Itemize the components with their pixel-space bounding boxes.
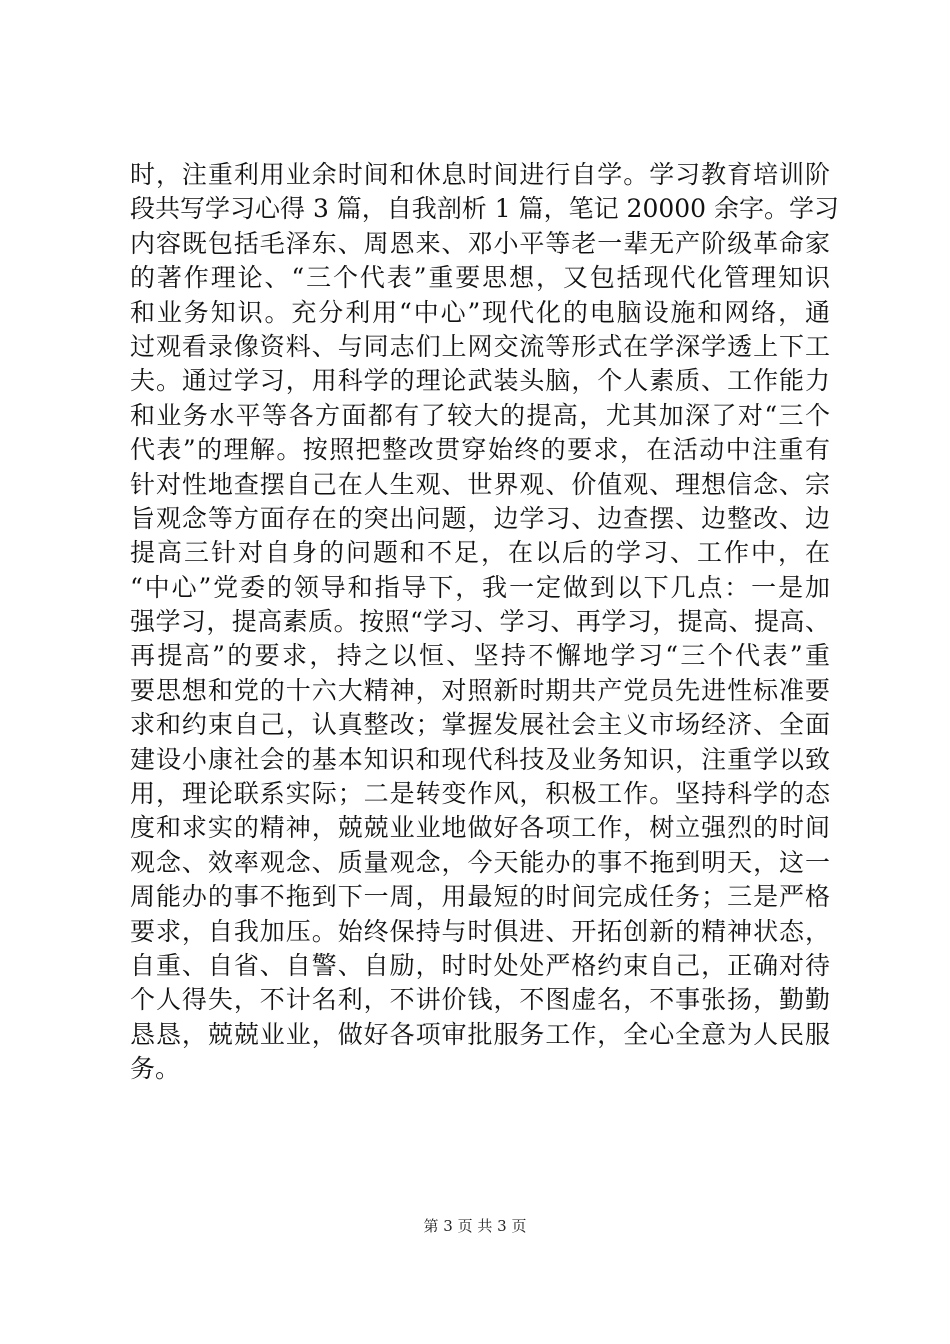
text-line: 的著作理论、“三个代表”重要思想，又包括现代化管理知识: [130, 263, 830, 293]
text-line: 度和求实的精神，兢兢业业地做好各项工作，树立强烈的时间: [130, 813, 830, 843]
text-line: 内容既包括毛泽东、周恩来、邓小平等老一辈无产阶级革命家: [130, 228, 830, 258]
text-line: 旨观念等方面存在的突出问题，边学习、边查摆、边整改、边: [130, 503, 830, 533]
text-line: 自重、自省、自警、自励，时时处处严格约束自己，正确对待: [130, 950, 830, 980]
text-line: 强学习，提高素质。按照“学习、学习、再学习，提高、提高、: [130, 607, 830, 637]
text-line: 建设小康社会的基本知识和现代科技及业务知识，注重学以致: [130, 744, 830, 774]
text-line: 个人得失，不计名利，不讲价钱，不图虚名，不事张扬，勤勤: [130, 985, 830, 1015]
text-line: 要思想和党的十六大精神，对照新时期共产党员先进性标准要: [130, 675, 830, 705]
page-footer: 第 3 页 共 3 页: [423, 1217, 527, 1235]
text-line: 针对性地查摆自己在人生观、世界观、价值观、理想信念、宗: [130, 469, 830, 499]
text-line: 求和约束自己，认真整改；掌握发展社会主义市场经济、全面: [130, 710, 830, 740]
text-line: 恳恳，兢兢业业，做好各项审批服务工作，全心全意为人民服: [130, 1019, 830, 1049]
text-line: “中心”党委的领导和指导下，我一定做到以下几点：一是加: [130, 572, 830, 602]
text-line: 周能办的事不拖到下一周，用最短的时间完成任务；三是严格: [130, 882, 830, 912]
text-line: 和业务水平等各方面都有了较大的提高，尤其加深了对“三个: [130, 400, 830, 430]
body-paragraph: [130, 158, 840, 1087]
text-line: 和业务知识。充分利用“中心”现代化的电脑设施和网络，通: [130, 297, 830, 327]
text-line: 夫。通过学习，用科学的理论武装头脑，个人素质、工作能力: [130, 366, 830, 396]
text-line: 观念、效率观念、质量观念，今天能办的事不拖到明天，这一: [130, 847, 830, 877]
text-line: 要求，自我加压。始终保持与时俱进、开拓创新的精神状态，: [130, 916, 830, 946]
text-line: 过观看录像资料、与同志们上网交流等形式在学深学透上下工: [130, 331, 830, 361]
text-line: 代表”的理解。按照把整改贯穿始终的要求，在活动中注重有: [130, 435, 830, 465]
text-line: 段共写学习心得 3 篇，自我剖析 1 篇，笔记 20000 余字。学习: [130, 194, 840, 224]
text-line: 务。: [130, 1054, 181, 1084]
text-line: 再提高”的要求，持之以恒、坚持不懈地学习“三个代表”重: [130, 641, 830, 671]
text-line: 提高三针对自身的问题和不足，在以后的学习、工作中，在: [130, 538, 830, 568]
text-line: 用，理论联系实际；二是转变作风，积极工作。坚持科学的态: [130, 779, 830, 809]
text-line: 时，注重利用业余时间和休息时间进行自学。学习教育培训阶: [130, 160, 830, 189]
